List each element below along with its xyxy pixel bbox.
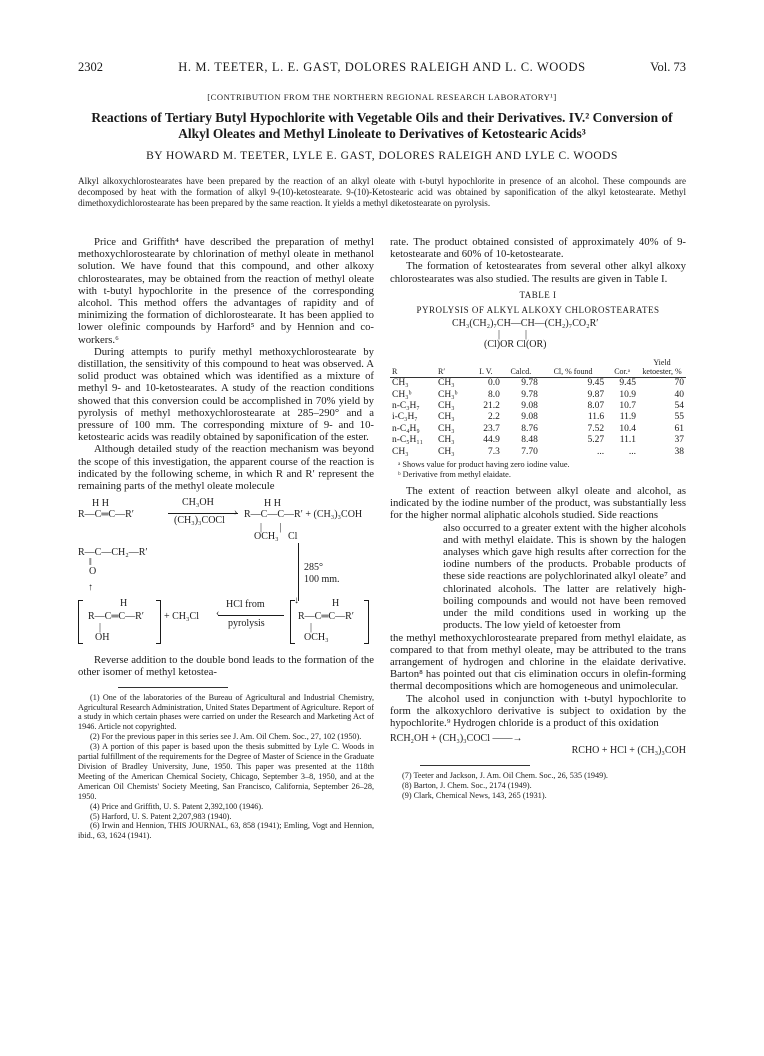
col-header-yield: Yield ketoester, % (638, 358, 686, 378)
cell: CH₃ᵇ (438, 389, 458, 400)
right-paragraph-2: The formation of ketostearates from several other alkyl alkoxy chlorostearates was also studied. The results are given in Table I. (390, 260, 686, 285)
scheme-ether-h: H (332, 598, 340, 610)
footnote-4: (4) Price and Griffith, U. S. Patent 2,392,100 (1946). (90, 801, 264, 811)
footnote-1: (1) One of the laboratories of the Bureau of Agricultural and Industrial Chemistry, Agricultural Research Administration, United States Department of Agriculture. Report of a study in which certain phases were carried on under the Research and Marketing Act of 1946. Article not copyrighted. (78, 692, 374, 732)
ether-bracket-left (290, 600, 295, 644)
right-column (390, 236, 686, 801)
table-row (390, 401, 686, 412)
cell: CH₃ (438, 378, 455, 389)
table-row (390, 435, 686, 446)
scheme-up-arrow: ↑ (88, 582, 93, 594)
table-row (390, 390, 686, 401)
enol-bracket-right (156, 600, 161, 644)
table-formula (390, 316, 686, 358)
table-header-row (390, 358, 686, 378)
scheme-enol-bond: | (99, 622, 102, 634)
scheme-reagent-top: CH₃OH (182, 497, 214, 509)
footnotes-right (390, 771, 686, 801)
footnote-3: (3) A portion of this paper is based upon the thesis submitted by Lyle C. Woods in partial fulfillment of the requirements for the Degree of Master of Science in the Graduate Division of Bradley University, June, 1950. This paper was presented at the 118th Meeting of the American Chemical Society, Chicago, September 3–8, 1950, and at the American Oil Chemists' Society Meeting, San Francisco, California, September 26–28, 1950. (78, 742, 374, 801)
cell: 8.07 (587, 401, 605, 412)
table-label: TABLE I (519, 289, 557, 300)
equation-lhs: RCH₂OH + (CH₃)₃COCl ——→ (390, 733, 523, 745)
scheme-arrow (168, 513, 238, 514)
scheme-product: R—C—C—R′ + (CH₃)₃COH (244, 509, 363, 521)
cell: 9.87 (587, 389, 605, 400)
footnote-rule-right (420, 765, 530, 766)
ether-bracket-right (364, 600, 369, 644)
col-header-iv: I. V. (470, 358, 502, 378)
cell: 5.27 (587, 435, 605, 446)
right-paragraph-1: rate. The product obtained consisted of approximately 40% of 9-ketostearate and 60% of 10-ketostearate. (390, 236, 686, 261)
contribution-line: [CONTRIBUTION FROM THE NORTHERN REGIONAL RESEARCH LABORATORY¹] (207, 92, 557, 102)
footnote-rule-left (118, 687, 228, 688)
cell: CH₃ (438, 401, 455, 412)
oxidation-equation (390, 731, 686, 757)
scheme-olefin: R—C═C—R′ (78, 509, 134, 521)
table-formula-main: CH₃(CH₂)₇CH—CH—(CH₂)₇CO₂R′ (452, 318, 599, 330)
scheme-cl: Cl (288, 531, 298, 543)
footnote-5: (5) Harford, U. S. Patent 2,207,983 (1940). (90, 811, 232, 821)
scheme-pyrolysis: pyrolysis (228, 618, 265, 630)
left-paragraph-4: Reverse addition to the double bond leads to the formation of the other isomer of methyl ketostea- (78, 654, 374, 679)
cell: 70 (674, 378, 684, 389)
left-column (78, 236, 374, 841)
scheme-hh: H H (92, 498, 109, 510)
table-1 (390, 289, 686, 479)
scheme-double-bond: ‖ (89, 557, 92, 569)
cell: ... (628, 446, 636, 457)
scheme-och3: OCH₃ (254, 531, 279, 543)
footnote-6: (6) Irwin and Hennion, THIS JOURNAL, 63, 858 (1941); Emling, Vogt and Hennion, ibid., 63, 1624 (1941). (78, 821, 374, 841)
cell: 11.6 (587, 412, 605, 423)
cell: CH₃ (438, 435, 455, 446)
left-paragraph-2: During attempts to purify methyl methoxychlorostearate by distillation, the sensitivity of this compound to heat was observed. A solid product was obtained which was identified as a mixture of methyl 9- and 10-ketostearates. A study of the reaction conditions showed that this conversion could be accomplished in 70% yield by pyrolysis of methyl methoxychlorostearate at 285–290° and a pressure of 100 mm. The corresponding mixture of 9- and 10-ketostearic acids was readily obtained by saponification of the ester. (78, 345, 374, 444)
scheme-ether-och3: OCH₃ (304, 632, 329, 644)
abstract: Alkyl alkoxychlorostearates have been prepared by the reaction of an alkyl oleate with t-butyl hypochlorite in presence of an alcohol. These compounds are decomposed by heat with the formation of alkyl 9-(10)-ketostearate. 9-(10)-Ketostearic acid was obtained by saponification of the alkyl ketostearate. Methyl dimethoxydichlorostearate has been prepared by the same reaction. It yields a methyl diketostearate on pyrolysis. (78, 176, 686, 208)
scheme-ketone-o: O (89, 566, 97, 578)
cell: 11.9 (619, 412, 636, 423)
footnotes-left (78, 693, 374, 842)
cell: CH₃ (438, 446, 455, 457)
cell: 9.08 (521, 412, 538, 423)
right-paragraph-3-wrap: also occurred to a greater extent with the higher alcohols and with methyl elaidate. This is shown by the halogen analyses which gave high results after correction for the iodine numbers of the products. Probable products of these side reactions are polychlorinated alkyl oleate⁷ and chlorinated alcohols. The latter are relatively high-boiling compounds and would not have been removed under the mild conditions used in working up the products. The low yield of ketoester from (443, 521, 686, 632)
cell: 8.0 (487, 389, 500, 400)
col-header-calcd: Calcd. (502, 358, 540, 378)
scheme-ether-bond: | (310, 622, 313, 634)
scheme-arrowhead: › (234, 507, 238, 519)
cell: 7.70 (521, 446, 538, 457)
scheme-temp: 285° (304, 562, 323, 574)
cell: 9.08 (521, 401, 538, 412)
enol-bracket-left (78, 600, 83, 644)
cell: 61 (674, 423, 684, 434)
table-row (390, 424, 686, 435)
cell: 9.78 (521, 389, 538, 400)
cell: 9.78 (521, 378, 538, 389)
volume-label: Vol. 73 (650, 60, 686, 74)
cell: 10.9 (619, 389, 636, 400)
cell: 23.7 (483, 423, 500, 434)
cell: CH₃ᵇ (392, 389, 412, 400)
table-note-b: ᵇ Derivative from methyl elaidate. (398, 469, 511, 479)
cell: 44.9 (483, 435, 500, 446)
scheme-prod-hh: H H (264, 498, 281, 510)
cell: 10.7 (619, 401, 636, 412)
table-formula-bonds: | | (498, 329, 528, 341)
cell: 37 (674, 435, 684, 446)
col-header-r: R (390, 358, 436, 378)
table-formula-sub: (Cl)OR Cl(OR) (484, 339, 547, 351)
col-header-r-prime: R′ (436, 358, 470, 378)
cell: 8.48 (521, 435, 538, 446)
right-paragraph-4: The alcohol used in conjunction with t-butyl hypochlorite to form the alkoxychloro derivative is subject to oxidation by the hypochlorite.⁹ Hydrogen chloride is a product of this oxidation (390, 692, 686, 729)
scheme-plus-ch3cl: + CH₃Cl (164, 611, 199, 623)
cell: 9.45 (587, 378, 605, 389)
scheme-left-arrowhead: ‹ (216, 608, 220, 620)
table-title: PYROLYSIS OF ALKYL ALKOXY CHLOROSTEARATES (416, 305, 660, 316)
cell: 2.2 (487, 412, 500, 423)
scheme-hcl-from: HCl from (226, 599, 265, 611)
col-header-cor: Cor.ᵃ (606, 358, 638, 378)
scheme-reagent-bottom: (CH₃)₃COCl (174, 515, 225, 527)
scheme-enol-oh: OH (95, 632, 110, 644)
right-paragraph-3-rest: the methyl methoxychlorostearate prepared from methyl elaidate, as compared to that from methyl oleate, may be attributed to the trans arrangement of hydrogen and chlorine in the elaidate derivative. Barton⁸ has pointed out that cis elimination occurs in olefin-forming thermal decompositions which are homogeneous and unimolecular. (390, 631, 686, 693)
cell: 10.4 (619, 423, 636, 434)
table-row (390, 378, 686, 390)
scheme-bond-1: | | (260, 522, 282, 534)
left-paragraph-1: Price and Griffith⁴ have described the preparation of methyl methoxychlorostearate by chlorination of methyl oleate in methanol solution. We have found that this compound, and other alkoxy chlorostearates, may be obtained from the reaction of methyl oleate with t-butyl hypochlorite in the presence of the corresponding alcohol. This method offers the advantages of rapidity and of minimizing the formation of dichlorostearate. It has been applied to lower olefinic compounds by Harford⁵ and by Hennion and co-workers.⁶ (78, 236, 374, 346)
scheme-down-arrow: ↓ (294, 595, 299, 607)
cell: 9.45 (619, 378, 636, 389)
scheme-ether: R—C═C—R′ (298, 611, 354, 623)
author-list: BY HOWARD M. TEETER, LYLE E. GAST, DOLORES RALEIGH AND LYLE C. WOODS (146, 150, 618, 162)
scheme-enol: R—C═C—R′ (88, 611, 144, 623)
table-row (390, 412, 686, 423)
cell: ... (597, 446, 605, 457)
cell: 8.76 (521, 423, 538, 434)
reaction-scheme (78, 498, 374, 648)
data-table (390, 358, 686, 458)
cell: 21.2 (483, 401, 500, 412)
equation-rhs: RCHO + HCl + (CH₃)₃COH (571, 745, 686, 757)
cell: CH₃ (392, 446, 409, 457)
cell: n-C₅H₁₁ (392, 435, 424, 446)
cell: 54 (674, 401, 684, 412)
page-number: 2302 (78, 60, 103, 74)
running-head: H. M. TEETER, L. E. GAST, DOLORES RALEIGH AND L. C. WOODS (178, 60, 586, 74)
paper-title: Reactions of Tertiary Butyl Hypochlorite with Vegetable Oils and their Derivatives. IV.² Conversion of Alkyl Oleates and Methyl Linoleate to Derivatives of Ketostearic Acids³ (91, 110, 673, 141)
cell: CH₃ (392, 378, 409, 389)
scheme-pressure: 100 mm. (304, 574, 340, 586)
cell: CH₃ (438, 423, 455, 434)
scheme-reverse-arrow (218, 615, 284, 616)
cell: n-C₃H₇ (392, 401, 420, 412)
cell: 40 (674, 389, 684, 400)
footnote-7: (7) Teeter and Jackson, J. Am. Oil Chem. Soc., 26, 535 (1949). (402, 771, 608, 781)
footnote-9: (9) Clark, Chemical News, 143, 265 (1931). (402, 790, 547, 800)
table-note-a: ᵃ Shows value for product having zero iodine value. (398, 460, 570, 470)
cell: 55 (674, 412, 684, 423)
cell: 0.0 (487, 378, 500, 389)
cell: 7.52 (587, 423, 605, 434)
cell: i-C₃H₇ (392, 412, 418, 423)
scheme-enol-h: H (120, 598, 128, 610)
cell: 11.1 (619, 435, 636, 446)
left-paragraph-3: Although detailed study of the reaction mechanism was beyond the scope of this investigation, the apparent course of the reaction is indicated by the following scheme, in which R and R′ represent the remaining parts of the methyl oleate molecule (78, 443, 374, 493)
scheme-down-line (298, 543, 299, 601)
cell: CH₃ (438, 412, 455, 423)
cell: 38 (674, 446, 684, 457)
scheme-ketone: R—C—CH₂—R′ (78, 547, 148, 559)
footnote-8: (8) Barton, J. Chem. Soc., 2174 (1949). (402, 781, 532, 791)
col-header-cl-found: Cl, % found (540, 358, 606, 378)
footnote-2: (2) For the previous paper in this series see J. Am. Oil Chem. Soc., 27, 102 (1950). (90, 732, 362, 742)
table-row (390, 447, 686, 458)
cell: 7.3 (487, 446, 500, 457)
table-notes (390, 460, 686, 479)
cell: n-C₄H₉ (392, 423, 420, 434)
right-paragraph-3: The extent of reaction between alkyl oleate and alcohol, as indicated by the iodine number of the product, was substantially less for the higher normal aliphatic alcohols studied. Side reactions (390, 485, 686, 522)
